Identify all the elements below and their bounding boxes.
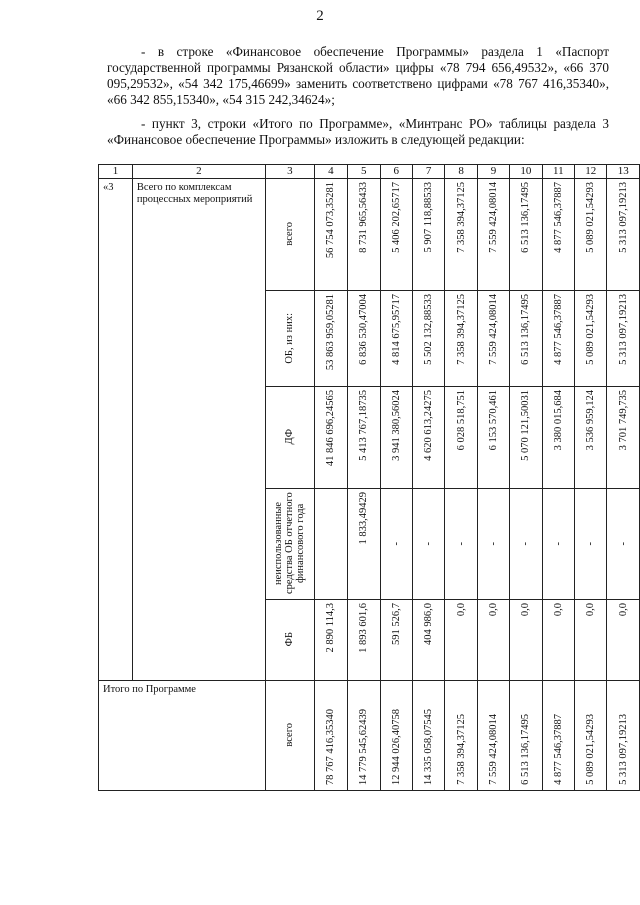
value-cell: [380, 387, 412, 489]
value-cell: [445, 600, 477, 681]
value-cell: [445, 681, 477, 791]
value-text: 3 701 749,735: [617, 390, 629, 451]
value-cell: [348, 179, 380, 291]
value-cell: [412, 681, 444, 791]
value-text: 41 846 696,24565: [325, 390, 337, 467]
value-cell: [510, 179, 542, 291]
value-text: 591 526,7: [390, 603, 402, 645]
sub-row-label: ДФ: [284, 429, 296, 445]
value-cell: [380, 291, 412, 387]
row-label-cell: Всего по комплексам процессных мероприятий: [132, 179, 265, 681]
value-cell: [380, 179, 412, 291]
value-text: 1 833,49429: [358, 492, 370, 545]
column-number-cell: 11: [542, 165, 574, 179]
paragraph-1-text: - в строке «Финансовое обеспечение Программы» раздела 1 «Паспорт государственной программы Рязанской области» цифры «78 794 656,49532», «66 370 095,29532», «54 342 175,46699» заменить соответствено цифрами «78 767 416,35340», «66 342 855,15340», «54 315 242,34624»;: [107, 44, 609, 107]
value-cell: [477, 291, 509, 387]
value-text: -: [455, 541, 467, 546]
sub-row-label: всего: [284, 222, 296, 246]
value-cell: [314, 291, 347, 387]
value-text: 1 893 601,6: [358, 603, 370, 653]
value-text: 12 944 026,40758: [390, 708, 402, 785]
value-text: 5 089 021,54293: [585, 182, 597, 253]
value-cell: [314, 489, 347, 600]
column-number-cell: 10: [510, 165, 542, 179]
sub-row-label: ФБ: [284, 632, 296, 647]
value-text: 5 089 021,54293: [585, 294, 597, 365]
column-number-cell: 2: [132, 165, 265, 179]
value-text: 14 335 058,07545: [423, 708, 435, 785]
sub-row-label-cell: [265, 179, 314, 291]
value-cell: [412, 291, 444, 387]
value-text: 4 877 546,37887: [552, 182, 564, 253]
value-cell: [314, 179, 347, 291]
value-text: -: [520, 541, 532, 546]
value-cell: [348, 291, 380, 387]
value-text: 4 877 546,37887: [552, 714, 564, 785]
value-text: 6 028 518,751: [455, 390, 467, 451]
paragraph-2: [107, 116, 609, 148]
value-cell: [575, 179, 607, 291]
column-number-cell: 8: [445, 165, 477, 179]
value-cell: [542, 387, 574, 489]
value-text: 5 907 118,88533: [423, 182, 435, 253]
value-cell: [477, 600, 509, 681]
sub-row-label: ОБ, из них:: [284, 312, 296, 364]
sub-row-label: неиспользованные средства ОБ отчетного финансового года: [273, 492, 307, 595]
value-cell: [412, 179, 444, 291]
row-number-cell: «3: [99, 179, 133, 681]
value-cell: [510, 489, 542, 600]
value-text: 0,0: [487, 603, 499, 617]
value-cell: [348, 489, 380, 600]
sub-row-label-cell: [265, 387, 314, 489]
value-cell: [542, 600, 574, 681]
value-text: 5 313 097,19213: [617, 182, 629, 253]
value-cell: [607, 387, 640, 489]
value-text: -: [390, 541, 402, 546]
value-cell: [575, 681, 607, 791]
value-cell: [348, 387, 380, 489]
value-cell: [314, 387, 347, 489]
value-cell: [542, 489, 574, 600]
value-cell: [348, 681, 380, 791]
value-cell: [607, 681, 640, 791]
value-cell: [607, 600, 640, 681]
value-cell: [445, 291, 477, 387]
value-text: 5 413 767,18735: [358, 390, 370, 461]
value-text: 3 536 959,124: [585, 390, 597, 451]
column-number-cell: 13: [607, 165, 640, 179]
value-text: 7 559 424,08014: [487, 714, 499, 785]
total-label-cell: Итого по Программе: [99, 681, 266, 791]
column-number-cell: 3: [265, 165, 314, 179]
value-cell: [542, 291, 574, 387]
value-cell: [607, 179, 640, 291]
column-number-cell: 4: [314, 165, 347, 179]
value-text: 0,0: [520, 603, 532, 617]
column-number-cell: 6: [380, 165, 412, 179]
value-cell: [412, 600, 444, 681]
value-cell: [412, 489, 444, 600]
column-number-row: [99, 165, 640, 179]
value-text: 6 513 136,17495: [520, 182, 532, 253]
value-text: 5 406 202,65717: [390, 182, 402, 253]
value-text: 5 313 097,19213: [617, 294, 629, 365]
column-number-cell: 9: [477, 165, 509, 179]
value-cell: [575, 291, 607, 387]
value-text: 6 513 136,17495: [520, 714, 532, 785]
value-text: 6 153 570,461: [487, 390, 499, 451]
value-text: 5 313 097,19213: [617, 714, 629, 785]
sub-row-label-cell: [265, 600, 314, 681]
value-cell: [477, 179, 509, 291]
sub-row-label: всего: [284, 723, 296, 747]
value-text: 4 620 613,24275: [423, 390, 435, 461]
value-text: 0,0: [455, 603, 467, 617]
value-cell: [510, 681, 542, 791]
value-text: 2 890 114,3: [325, 603, 337, 653]
value-text: 8 731 965,56433: [358, 182, 370, 253]
value-text: 3 941 380,56024: [390, 390, 402, 461]
column-number-cell: 12: [575, 165, 607, 179]
sub-row-label-cell: [265, 681, 314, 791]
value-text: 6 513 136,17495: [520, 294, 532, 365]
value-cell: [445, 179, 477, 291]
table-row: [99, 179, 640, 291]
value-text: 56 754 073,35281: [325, 182, 337, 259]
value-text: 0,0: [617, 603, 629, 617]
column-number-cell: 5: [348, 165, 380, 179]
value-text: 0,0: [585, 603, 597, 617]
value-cell: [314, 600, 347, 681]
sub-row-label-cell: [265, 291, 314, 387]
value-cell: [348, 600, 380, 681]
value-text: 7 559 424,08014: [487, 294, 499, 365]
value-text: 5 502 132,88533: [423, 294, 435, 365]
value-text: 78 767 416,35340: [325, 708, 337, 785]
value-cell: [445, 387, 477, 489]
value-cell: [510, 387, 542, 489]
value-cell: [380, 681, 412, 791]
value-cell: [542, 179, 574, 291]
value-cell: [477, 489, 509, 600]
page-number: 2: [316, 8, 324, 24]
paragraph-2-text: - пункт 3, строки «Итого по Программе», «Минтранс РО» таблицы раздела 3 «Финансовое обеспечение Программы» изложить в следующей редакции:: [107, 116, 609, 147]
finance-table: [98, 164, 640, 791]
column-number-cell: 7: [412, 165, 444, 179]
value-text: 6 836 530,47004: [358, 294, 370, 365]
value-text: 7 559 424,08014: [487, 182, 499, 253]
value-cell: [314, 681, 347, 791]
value-text: 5 089 021,54293: [585, 714, 597, 785]
value-text: -: [585, 541, 597, 546]
value-text: 0,0: [552, 603, 564, 617]
value-text: 14 779 545,62439: [358, 708, 370, 785]
value-cell: [477, 681, 509, 791]
value-cell: [575, 387, 607, 489]
value-text: 7 358 394,37125: [455, 294, 467, 365]
value-cell: [380, 489, 412, 600]
value-text: -: [423, 541, 435, 546]
paragraph-1: [107, 44, 609, 108]
value-text: 7 358 394,37125: [455, 182, 467, 253]
value-cell: [542, 681, 574, 791]
value-cell: [445, 489, 477, 600]
value-text: 3 380 015,684: [552, 390, 564, 451]
value-text: -: [487, 541, 499, 546]
value-text: 4 877 546,37887: [552, 294, 564, 365]
column-number-cell: 1: [99, 165, 133, 179]
value-text: 4 814 675,95717: [390, 294, 402, 365]
sub-row-label-cell: [265, 489, 314, 600]
value-cell: [607, 291, 640, 387]
value-text: -: [552, 541, 564, 546]
value-cell: [412, 387, 444, 489]
value-cell: [510, 291, 542, 387]
value-text: -: [617, 541, 629, 546]
value-text: 5 070 121,50031: [520, 390, 532, 461]
value-text: 53 863 959,05281: [325, 294, 337, 371]
value-cell: [575, 600, 607, 681]
value-cell: [477, 387, 509, 489]
value-text: 404 986,0: [423, 603, 435, 645]
total-row: [99, 681, 640, 791]
value-cell: [607, 489, 640, 600]
value-cell: [510, 600, 542, 681]
value-text: 7 358 394,37125: [455, 714, 467, 785]
value-cell: [380, 600, 412, 681]
value-cell: [575, 489, 607, 600]
